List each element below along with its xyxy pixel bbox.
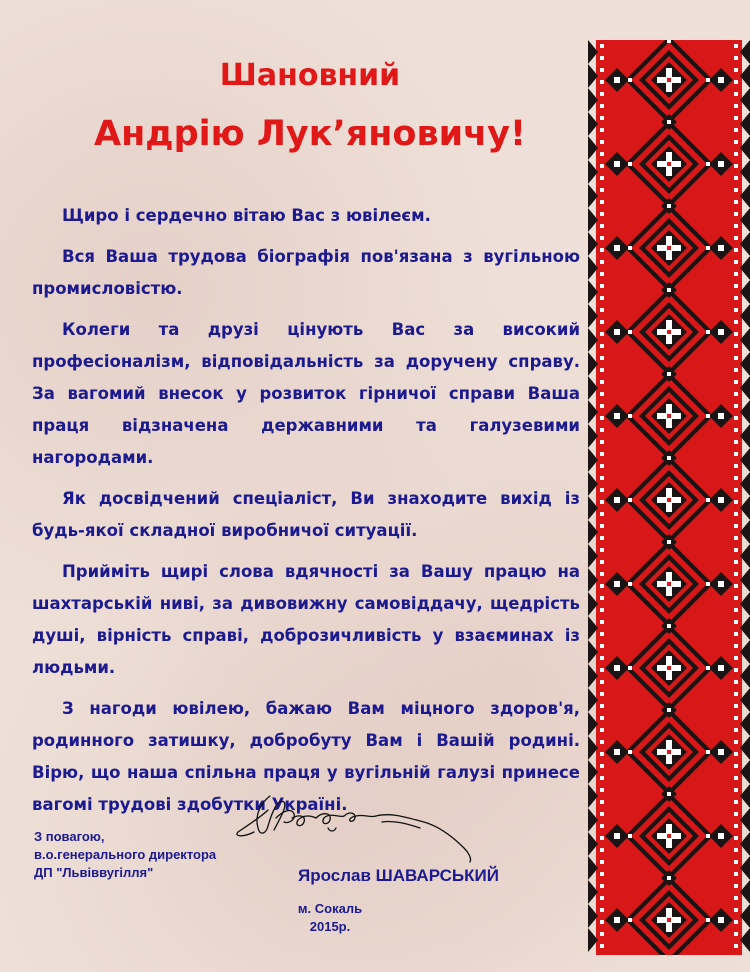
- company-name: ДП "Львіввугілля": [34, 865, 154, 880]
- letter-body: [32, 200, 580, 830]
- signer-position: в.о.генерального директора: [34, 847, 217, 862]
- letter-paragraph: Вся Ваша трудова біографія пов'язана з вугільною промисловістю.: [32, 247, 580, 298]
- letter-paragraph: З нагоди ювілею, бажаю Вам міцного здоров'я, родинного затишку, добробуту Вам і Вашій родині. Вірю, що наша спільна праця у вугільній галузі принесе вагомі трудові здобутки Україні.: [32, 699, 580, 814]
- greeting-addressee: Андрію Лук’яновичу!: [94, 114, 526, 154]
- signature-block: [34, 828, 216, 882]
- year: 2015р.: [309, 919, 351, 934]
- embroidery-border: [588, 40, 750, 955]
- handwritten-signature: [232, 788, 482, 868]
- letter-paragraph: Прийміть щирі слова вдячності за Вашу працю на шахтарській ниві, за дивовижну самовіддачу, щедрість душі, вірність справі, доброзичливість у взаєминах із людьми.: [32, 562, 580, 677]
- letter-paragraph: Колеги та друзі цінують Вас за високий професіоналізм, відповідальність за доручену справу. За вагомий внесок у розвиток гірничої справи Ваша праця відзначена державними та галузевими нагородами.: [32, 320, 580, 467]
- place-date: [240, 900, 420, 936]
- letter-paragraph: Як досвідчений спеціаліст, Ви знаходите вихід із будь-якої складної виробничої ситуації.: [32, 489, 580, 540]
- closing-regards: З повагою,: [34, 829, 105, 844]
- letter-paragraph: Щиро і сердечно вітаю Вас з ювілеєм.: [62, 206, 431, 225]
- city: м. Сокаль: [297, 901, 363, 916]
- signer-name: Ярослав ШАВАРСЬКИЙ: [298, 866, 499, 885]
- greeting-title: Шановний: [219, 58, 401, 93]
